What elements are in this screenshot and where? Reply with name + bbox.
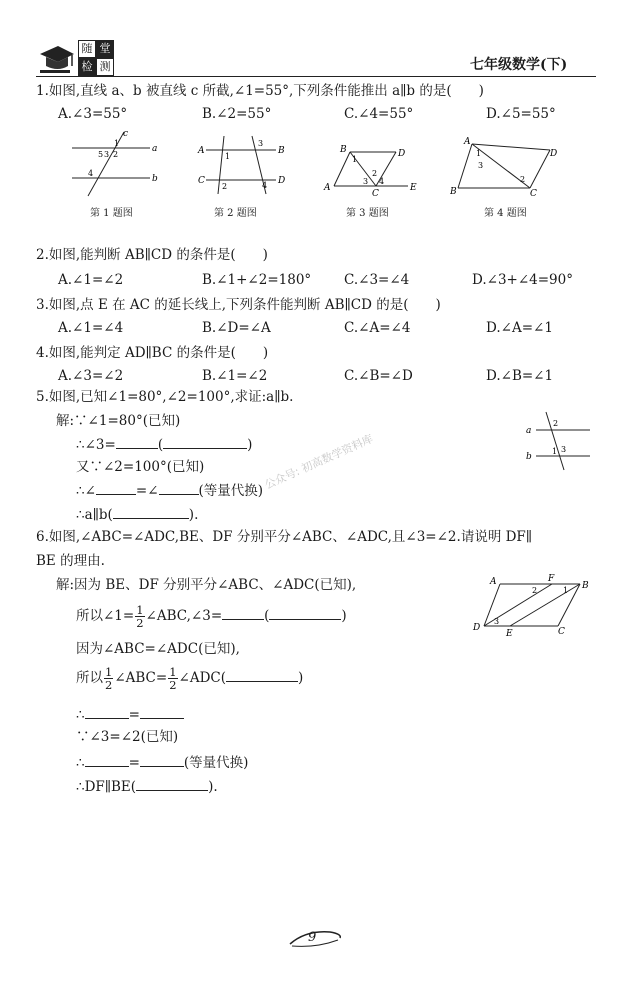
header-logo bbox=[36, 40, 116, 80]
caption-q3: 第 3 题图 bbox=[346, 208, 389, 219]
svg-text:2: 2 bbox=[372, 169, 378, 178]
svg-text:A: A bbox=[324, 183, 331, 193]
svg-text:E: E bbox=[506, 629, 513, 638]
q6-paren-open: ( bbox=[264, 608, 270, 624]
svg-text:3: 3 bbox=[561, 445, 567, 454]
svg-text:1: 1 bbox=[563, 586, 569, 595]
svg-text:C: C bbox=[558, 627, 565, 637]
svg-text:B: B bbox=[340, 145, 347, 155]
q6-line-2-a: 所以∠1= bbox=[76, 608, 135, 624]
q6-blank-6[interactable] bbox=[85, 752, 129, 767]
q5-blank-2[interactable] bbox=[163, 434, 247, 449]
svg-text:B: B bbox=[450, 187, 457, 197]
svg-text:1: 1 bbox=[114, 139, 120, 148]
q4-option-b: B.∠1=∠2 bbox=[202, 368, 268, 384]
q6-line-1: 解:因为 BE、DF 分别平分∠ABC、∠ADC(已知), bbox=[56, 577, 357, 593]
svg-text:4: 4 bbox=[379, 177, 385, 186]
q6-line-4-c: ∠ADC( bbox=[178, 670, 227, 686]
q4-option-d: D.∠B=∠1 bbox=[486, 368, 554, 384]
logo-cell-3: 检 bbox=[78, 58, 96, 76]
q6-frac-half-3 bbox=[168, 666, 177, 691]
svg-text:D: D bbox=[473, 623, 481, 633]
q5-paren-close: ) bbox=[247, 437, 253, 453]
q6-line-5-a: ∴ bbox=[76, 707, 85, 723]
q6-blank-1[interactable] bbox=[222, 605, 264, 620]
svg-text:4: 4 bbox=[88, 169, 94, 178]
frac-num: 1 bbox=[169, 665, 177, 679]
svg-text:D: D bbox=[550, 149, 558, 159]
svg-text:1: 1 bbox=[352, 155, 358, 164]
q5-stem: 5.如图,已知∠1=80°,∠2=100°,求证:a∥b. bbox=[36, 389, 294, 405]
q5-line-4 bbox=[76, 480, 263, 500]
frac-den: 2 bbox=[169, 678, 177, 692]
svg-text:3: 3 bbox=[363, 177, 369, 186]
caption-q4: 第 4 题图 bbox=[484, 208, 527, 219]
svg-text:1: 1 bbox=[476, 149, 482, 158]
q3-option-a: A.∠1=∠4 bbox=[58, 320, 124, 336]
q2-stem: 2.如图,能判断 AB∥CD 的条件是( ) bbox=[36, 247, 268, 263]
svg-text:a: a bbox=[152, 144, 158, 154]
q6-stem-2: BE 的理由. bbox=[36, 553, 105, 569]
q5-line-2-text: ∴∠3= bbox=[76, 437, 116, 453]
svg-text:3: 3 bbox=[258, 139, 264, 148]
svg-text:A: A bbox=[464, 137, 471, 147]
q2-option-d: D.∠3+∠4=90° bbox=[472, 272, 573, 288]
svg-text:D: D bbox=[278, 176, 286, 186]
q6-line-7-a: ∴ bbox=[76, 755, 85, 771]
q1-option-a: A.∠3=55° bbox=[58, 106, 128, 122]
q2-option-b: B.∠1+∠2=180° bbox=[202, 272, 312, 288]
q6-line-4-d: ) bbox=[298, 670, 304, 686]
q2-option-a: A.∠1=∠2 bbox=[58, 272, 124, 288]
q6-line-7-b: = bbox=[128, 755, 140, 771]
header-title: 七年级数学(下) bbox=[470, 57, 568, 73]
q6-blank-2[interactable] bbox=[269, 605, 341, 620]
q5-line-5 bbox=[76, 504, 198, 524]
q5-blank-4[interactable] bbox=[159, 480, 199, 495]
watermark: 公众号: 初高数学资料库 bbox=[262, 432, 376, 492]
q4-option-c: C.∠B=∠D bbox=[344, 368, 413, 384]
svg-text:B: B bbox=[582, 581, 589, 591]
q6-line-5 bbox=[76, 704, 184, 724]
svg-text:2: 2 bbox=[532, 586, 538, 595]
q6-line-7-c: (等量代换) bbox=[183, 755, 249, 771]
svg-text:4: 4 bbox=[262, 181, 268, 190]
q1-stem: 1.如图,直线 a、b 被直线 c 所截,∠1=55°,下列条件能推出 a∥b 的是( ) bbox=[36, 83, 484, 99]
logo-cell-1: 随 bbox=[78, 40, 96, 58]
q3-option-c: C.∠A=∠4 bbox=[344, 320, 411, 336]
frac-num: 1 bbox=[136, 603, 144, 617]
q2-option-c: C.∠3=∠4 bbox=[344, 272, 410, 288]
figure-q3 bbox=[320, 134, 420, 196]
svg-text:2: 2 bbox=[113, 150, 119, 159]
svg-text:2: 2 bbox=[222, 182, 228, 191]
q6-blank-8[interactable] bbox=[136, 776, 208, 791]
q5-blank-5[interactable] bbox=[113, 504, 189, 519]
page-number: 9 bbox=[308, 930, 317, 945]
q3-option-b: B.∠D=∠A bbox=[202, 320, 271, 336]
figure-q2 bbox=[196, 132, 286, 198]
svg-text:b: b bbox=[526, 452, 532, 462]
q6-line-8-a: ∴DF∥BE( bbox=[76, 779, 137, 795]
q6-line-8-b: ). bbox=[208, 779, 218, 795]
svg-text:F: F bbox=[548, 574, 555, 584]
q5-blank-1[interactable] bbox=[116, 434, 158, 449]
q6-line-3: 因为∠ABC=∠ADC(已知), bbox=[76, 641, 240, 657]
q3-option-d: D.∠A=∠1 bbox=[486, 320, 553, 336]
svg-text:b: b bbox=[152, 174, 158, 184]
logo-cell-2: 堂 bbox=[96, 40, 114, 58]
cap-logo-icon bbox=[36, 40, 76, 80]
q5-line-2 bbox=[76, 434, 252, 454]
q5-paren-open: ( bbox=[157, 437, 164, 453]
q5-line-5-a: ∴a∥b( bbox=[76, 507, 113, 523]
q6-line-4 bbox=[76, 664, 303, 692]
figure-q1 bbox=[66, 126, 166, 198]
svg-text:C: C bbox=[198, 176, 205, 186]
q5-line-4-b: =∠ bbox=[135, 483, 159, 499]
svg-text:1: 1 bbox=[552, 447, 558, 456]
q6-line-8 bbox=[76, 776, 218, 796]
q5-line-5-b: ). bbox=[188, 507, 199, 523]
q6-blank-4[interactable] bbox=[85, 704, 129, 719]
svg-text:2: 2 bbox=[520, 175, 526, 184]
q5-line-4-a: ∴∠ bbox=[76, 483, 96, 499]
svg-text:D: D bbox=[398, 149, 406, 159]
q6-line-4-b: ∠ABC= bbox=[114, 670, 168, 686]
q3-stem: 3.如图,点 E 在 AC 的延长线上,下列条件能判断 AB∥CD 的是( ) bbox=[36, 297, 441, 313]
q4-stem: 4.如图,能判定 AD∥BC 的条件是( ) bbox=[36, 345, 269, 361]
svg-text:c: c bbox=[123, 129, 129, 139]
q1-option-d: D.∠5=55° bbox=[486, 106, 556, 122]
caption-q2: 第 2 题图 bbox=[214, 208, 257, 219]
q6-line-5-b: = bbox=[128, 707, 140, 723]
frac-den: 2 bbox=[105, 678, 113, 692]
logo-cell-4: 测 bbox=[96, 58, 114, 76]
q5-line-1: 解:∵∠1=80°(已知) bbox=[56, 413, 181, 429]
frac-num: 1 bbox=[105, 665, 113, 679]
q6-stem-1: 6.如图,∠ABC=∠ADC,BE、DF 分别平分∠ABC、∠ADC,且∠3=∠2.请说明 DF∥ bbox=[36, 529, 533, 545]
svg-text:B: B bbox=[278, 146, 285, 156]
q6-blank-7[interactable] bbox=[140, 752, 184, 767]
q6-frac-half-1 bbox=[135, 604, 144, 629]
svg-text:3: 3 bbox=[104, 150, 110, 159]
q6-blank-3[interactable] bbox=[226, 667, 298, 682]
q1-option-b: B.∠2=55° bbox=[202, 106, 272, 122]
q5-blank-3[interactable] bbox=[96, 480, 136, 495]
q6-frac-half-2 bbox=[104, 666, 113, 691]
svg-text:a: a bbox=[526, 426, 532, 436]
q6-paren-close: ) bbox=[341, 608, 347, 624]
svg-text:C: C bbox=[530, 189, 537, 198]
figure-q6 bbox=[470, 572, 590, 638]
q6-line-6: ∵∠3=∠2(已知) bbox=[76, 729, 179, 745]
q6-line-7 bbox=[76, 752, 248, 772]
q6-line-4-a: 所以 bbox=[76, 670, 103, 686]
q5-line-3: 又∵∠2=100°(已知) bbox=[76, 459, 205, 475]
svg-text:A: A bbox=[490, 577, 497, 587]
q4-option-a: A.∠3=∠2 bbox=[58, 368, 124, 384]
q5-line-4-c: (等量代换) bbox=[198, 483, 264, 499]
q6-blank-5[interactable] bbox=[140, 704, 184, 719]
frac-den: 2 bbox=[136, 616, 144, 630]
q6-line-2-b: ∠ABC,∠3= bbox=[145, 608, 223, 624]
svg-text:1: 1 bbox=[225, 152, 231, 161]
svg-text:A: A bbox=[198, 146, 205, 156]
svg-text:5: 5 bbox=[98, 150, 104, 159]
svg-text:2: 2 bbox=[553, 419, 559, 428]
svg-text:3: 3 bbox=[494, 617, 500, 626]
figure-q5 bbox=[524, 410, 594, 472]
q6-line-2 bbox=[76, 602, 347, 630]
caption-q1: 第 1 题图 bbox=[90, 208, 133, 219]
svg-text:3: 3 bbox=[478, 161, 484, 170]
header-rule bbox=[36, 76, 596, 77]
svg-text:E: E bbox=[410, 183, 417, 193]
figure-q4 bbox=[450, 134, 560, 198]
q1-option-c: C.∠4=55° bbox=[344, 106, 414, 122]
svg-text:C: C bbox=[372, 189, 379, 196]
